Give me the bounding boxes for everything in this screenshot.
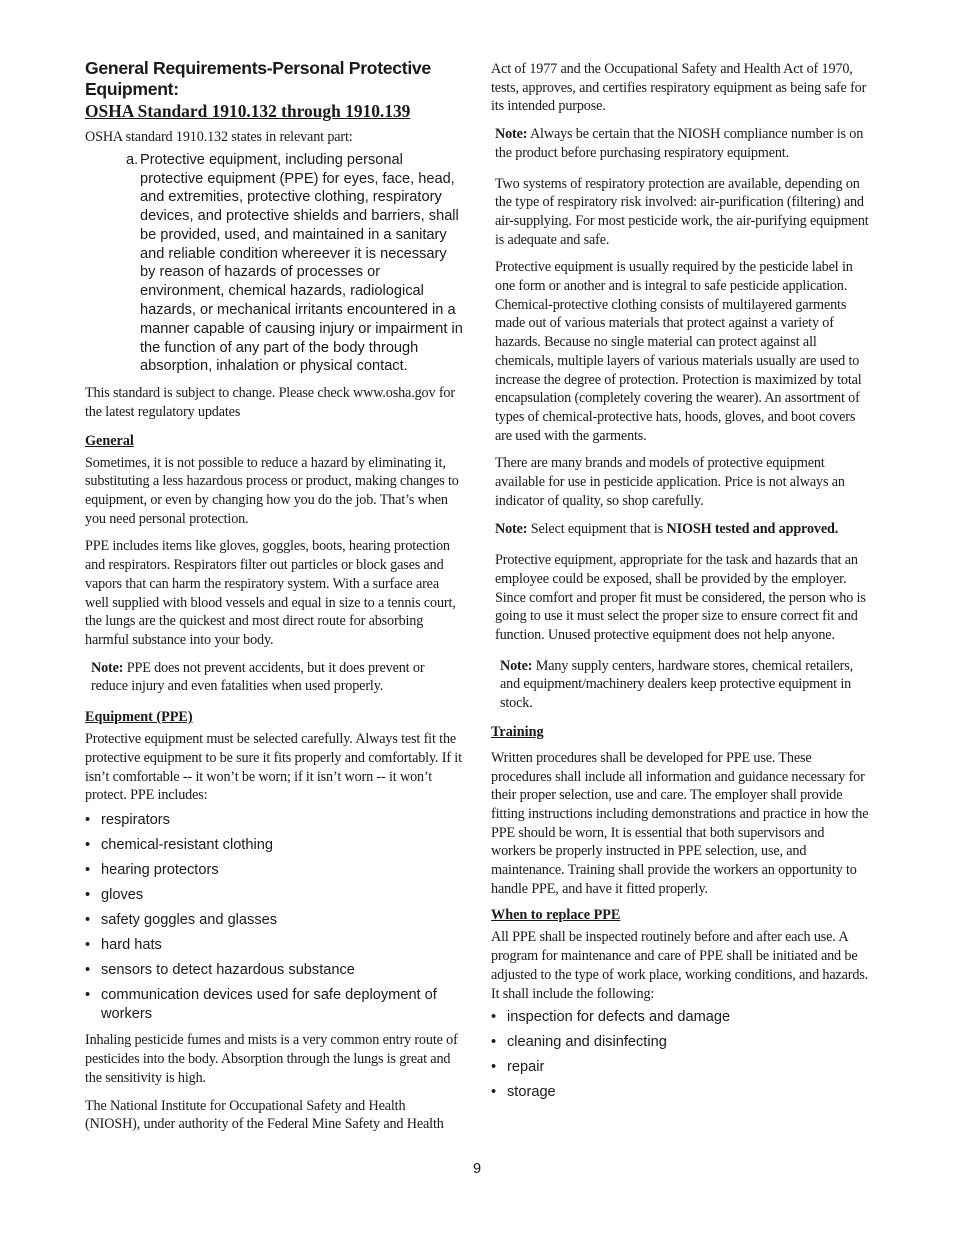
note-label: Note:: [495, 521, 528, 538]
equipment-heading: Equipment (PPE): [85, 709, 193, 726]
page-title: General Requirements-Personal Protective Equipment:: [85, 58, 431, 99]
list-item: • gloves: [85, 886, 463, 905]
note-niosh-number: [495, 125, 871, 162]
list-item: • storage: [491, 1083, 871, 1102]
list-item: • safety goggles and glasses: [85, 911, 463, 930]
note-text: PPE does not prevent accidents, but it does prevent or reduce injury and even fatalities when used properly.: [91, 659, 425, 695]
training-paragraph: Written procedures shall be developed for PPE use. These procedures shall include all information and guidance necessary for their proper selection, use and care. The employer shall provide fitting instructions including demonstrations and practice in how the PPE should be worn, It is essential that both supervisors and workers be properly instructed in PPE selection, use, and maintenance. Training shall provide the workers an opportunity to handle PPE, and have it fitted properly.: [491, 749, 869, 897]
protective-equipment-paragraph: Protective equipment is usually required by the pesticide label in one form or another and is integral to safe pesticide application. Chemical-protective clothing consists of multilayered garments made out of various materials that protect against a variety of hazards. Because no single material can protect against all chemicals, multiple layers of various materials usually are used to increase the degree of protection. Protection is maximized by total encapsulation (completely covering the wearer). An assortment of types of chemical-protective hats, hoods, gloves, and boot covers are used with the garments.: [495, 259, 862, 444]
quote-marker: a.: [126, 151, 139, 168]
left-column: [85, 58, 463, 1143]
general-paragraph-1: Sometimes, it is not possible to reduce a hazard by eliminating it, substituting a less hazardous process or product, making changes to equipment, or even by changing how you do the job. That’s when you need personal protection.: [85, 454, 459, 527]
list-item: • repair: [491, 1058, 871, 1077]
note-emphasis: NIOSH tested and approved.: [666, 521, 839, 538]
inhaling-paragraph: Inhaling pesticide fumes and mists is a very common entry route of pesticides into the body. Absorption through the lungs is great and the sensitivity is high.: [85, 1032, 458, 1086]
note-label: Note:: [91, 659, 124, 676]
list-item: • sensors to detect hazardous substance: [85, 961, 463, 980]
replace-paragraph: All PPE shall be inspected routinely before and after each use. A program for maintenance and care of PPE shall be initiated and be adjusted to the type of work place, working conditions, and hazards. It shall include the following:: [491, 929, 869, 1002]
niosh-paragraph: The National Institute for Occupational Safety and Health (NIOSH), under authority of the Federal Mine Safety and Health: [85, 1097, 444, 1133]
change-note: This standard is subject to change. Please check www.osha.gov for the latest regulatory updates: [85, 385, 455, 420]
right-column: [491, 60, 871, 1110]
list-item: • respirators: [85, 811, 463, 830]
standard-quote: [126, 151, 463, 377]
brands-paragraph: There are many brands and models of protective equipment available for use in pesticide application. Price is not always an indicator of quality, so shop carefully.: [495, 455, 845, 509]
note-ppe-accidents: [91, 659, 463, 696]
note-text: Always be certain that the NIOSH compliance number is on the product before purchasing respiratory equipment.: [495, 126, 864, 161]
general-heading: General: [85, 432, 134, 449]
list-item: • hearing protectors: [85, 861, 463, 880]
quote-text: Protective equipment, including personal protective equipment (PPE) for eyes, face, head, and extremities, protective clothing, respiratory devices, and protective shields and barriers, shall be provided, used, and maintained in a sanitary and reliable condition whereever it is necessary by reason of hazards of processes or environment, chemical hazards, radiological hazards, or mechanical irritants encountered in a manner capable of causing injury or impairment in the function of any part of the body through absorption, inhalation or physical contact.: [140, 151, 463, 375]
list-item: • hard hats: [85, 936, 463, 955]
training-heading: Training: [491, 723, 544, 740]
note-label: Note:: [500, 657, 533, 674]
list-item: • communication devices used for safe deployment of workers: [85, 986, 463, 1024]
intro-paragraph: OSHA standard 1910.132 states in relevant part:: [85, 129, 353, 145]
standard-subtitle: OSHA Standard 1910.132 through 1910.139: [85, 101, 411, 121]
employer-paragraph: Protective equipment, appropriate for the task and hazards that an employee could be exposed, shall be provided by the employer. Since comfort and proper fit must be considered, the person who is going to use it must select the proper size to ensure correct fit and function. Unused protective equipment does not help anyone.: [495, 552, 866, 643]
note-supply-centers: [500, 657, 871, 713]
replace-heading: When to replace PPE: [491, 907, 621, 924]
list-item: • chemical-resistant clothing: [85, 836, 463, 855]
two-systems-paragraph: Two systems of respiratory protection are available, depending on the type of respiratory risk involved: air-purification (filtering) and air-supplying. For most pesticide work, the air-purifying equipment is adequate and safe.: [495, 175, 869, 248]
list-item: • cleaning and disinfecting: [491, 1033, 871, 1052]
general-paragraph-2: PPE includes items like gloves, goggles, boots, hearing protection and respirators. Respirators filter out particles or block gases and vapors that can harm the respiratory system. With a surface area well supplied with blood vessels and equal in size to a tennis court, the lungs are the quickest and most direct route for absorbing harmful substance into your body.: [85, 538, 456, 648]
note-text: Many supply centers, hardware stores, chemical retailers, and equipment/machinery dealers keep protective equipment in stock.: [500, 657, 853, 712]
note-niosh-tested: [495, 520, 871, 539]
note-text: Select equipment that is: [527, 521, 667, 538]
replace-list: [491, 1008, 871, 1102]
ppe-list: [85, 811, 463, 1023]
note-label: Note:: [495, 126, 528, 143]
niosh-continued: Act of 1977 and the Occupational Safety and Health Act of 1970, tests, approves, and certifies respiratory equipment as being safe for its intended purpose.: [491, 61, 867, 115]
page-number: 9: [472, 1161, 482, 1177]
list-item: • inspection for defects and damage: [491, 1008, 871, 1027]
equipment-paragraph: Protective equipment must be selected carefully. Always test fit the protective equipment to be sure it fits properly and comfortably. If it isn’t comfortable -- it won’t be worn; if it isn’t worn -- it won’t protect. PPE includes:: [85, 731, 462, 804]
